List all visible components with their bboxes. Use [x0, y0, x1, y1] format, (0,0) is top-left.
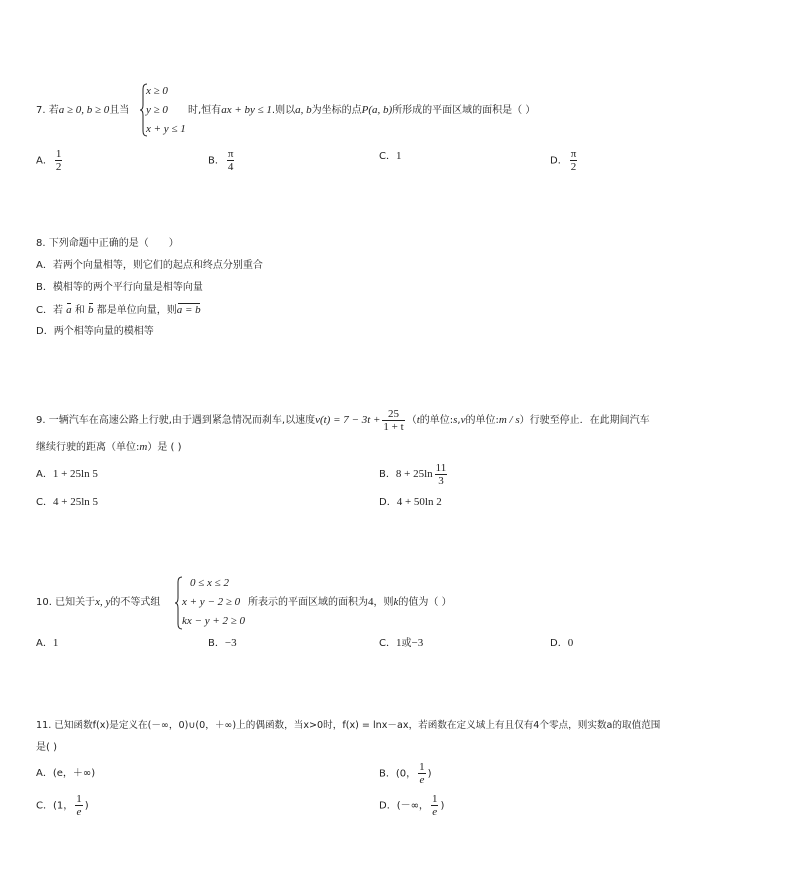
q9-line2-b: ）是 ( ) — [147, 442, 182, 453]
q7-stem-d: .则以 — [271, 105, 296, 116]
q7-stem — [36, 103, 129, 118]
q11-option-d — [379, 793, 444, 820]
frac-den: 2 — [55, 161, 62, 173]
frac-num: π — [227, 148, 234, 160]
q9-line2-a: 继续行驶的距离（单位: — [36, 442, 140, 453]
option-value: ) — [427, 768, 432, 780]
q8-option-a — [36, 259, 263, 273]
q9-stem-b: （ — [406, 415, 417, 426]
option-text: 若两个向量相等，则它们的起点和终点分别重合 — [52, 260, 263, 271]
frac-num: π — [570, 148, 577, 160]
option-value: 1 — [395, 637, 402, 649]
q10-option-a — [36, 636, 58, 651]
option-label: C． — [36, 305, 53, 316]
q7-stem-rest — [188, 103, 535, 118]
option-value: (1， — [52, 800, 74, 812]
q10-stem-d: ，则 — [373, 597, 394, 608]
q9-comma: , — [457, 415, 461, 426]
q9-stem-line1 — [36, 406, 650, 435]
q10-stem — [36, 595, 160, 610]
frac-num: 1 — [76, 793, 82, 805]
q11-stem-line2: 是( ) — [36, 742, 57, 753]
q9-stem-line2 — [36, 440, 182, 455]
option-value: ) — [440, 800, 445, 812]
q7-vars: a, b — [295, 104, 312, 116]
q10-area: 4 — [368, 596, 374, 608]
frac-den: 4 — [227, 161, 234, 173]
frac-den: e — [432, 806, 438, 818]
q9-unit-ms: m / s — [498, 414, 520, 426]
frac-num: 1 — [419, 761, 425, 773]
q10-stem-e: 的值为（ ） — [398, 597, 452, 608]
q11-option-a — [36, 767, 95, 781]
q9-formula: v(t) = 7 − 3t + — [315, 414, 381, 426]
option-value: 1 — [395, 150, 402, 162]
fraction — [418, 761, 426, 786]
frac-den: e — [419, 774, 425, 786]
q7-system-line: y ≥ 0 — [146, 104, 168, 116]
option-label: B． — [379, 469, 396, 480]
q9-var-v: v — [460, 414, 466, 426]
option-value: (e，＋∞) — [52, 768, 96, 779]
option-label: B． — [208, 155, 225, 167]
option-value: 4 + 50ln 2 — [396, 496, 442, 508]
q9-unit-s: s — [453, 414, 458, 426]
q7-stem-a: 7. 若 — [36, 105, 59, 116]
option-text: 两个相等向量的模相等 — [53, 326, 154, 337]
frac-den: 1 + t — [383, 420, 404, 433]
option-label: C． — [36, 497, 53, 508]
frac-den: e — [76, 806, 82, 818]
q10-stem-rest — [248, 595, 452, 610]
q7-option-c — [379, 149, 401, 164]
option-text: 都是单位向量，则 — [96, 305, 177, 316]
q10-system-line: 0 ≤ x ≤ 2 — [190, 577, 229, 589]
option-label: C． — [36, 800, 53, 812]
q7-system — [146, 82, 186, 139]
vector-a: a — [66, 304, 72, 316]
q9-var-t: t — [416, 414, 420, 426]
option-label: A． — [36, 768, 53, 779]
q10-stem-c: 所表示的平面区域的面积为 — [248, 597, 368, 608]
option-label: B． — [379, 768, 396, 780]
q9-stem-d: 的单位: — [465, 415, 499, 426]
q10-option-d — [550, 636, 573, 651]
option-label: D． — [379, 497, 397, 508]
option-value: (0， — [395, 768, 417, 780]
q8-option-d — [36, 325, 154, 339]
option-label: D． — [379, 800, 397, 812]
q10-system — [182, 574, 245, 631]
q7-point: P(a, b) — [361, 104, 393, 116]
frac-num: 1 — [431, 793, 438, 805]
q9-stem-e: ）行驶至停止．在此期间汽车 — [519, 415, 650, 426]
option-label: B． — [36, 282, 53, 293]
option-value: −3 — [411, 637, 424, 649]
q7-ineq: ax + by ≤ 1 — [221, 104, 272, 116]
q10-option-c — [379, 636, 423, 651]
q10-vars: x, y — [95, 596, 111, 608]
q9-option-d — [379, 495, 442, 510]
q10-system-line: kx − y + 2 ≥ 0 — [182, 615, 246, 627]
q7-cond: a ≥ 0, b ≥ 0 — [58, 104, 110, 116]
q7-option-a — [36, 148, 64, 173]
option-label: A． — [36, 638, 53, 649]
q10-stem-b: 的不等式组 — [110, 597, 161, 608]
option-text: 或 — [401, 638, 412, 649]
option-value: (－∞， — [396, 800, 429, 812]
option-label: A． — [36, 469, 53, 480]
fraction — [227, 148, 235, 173]
fraction — [570, 148, 578, 173]
frac-num: 25 — [388, 407, 400, 420]
option-label: D． — [550, 638, 568, 649]
option-label: A． — [36, 260, 53, 271]
q7-stem-c: 时,恒有 — [188, 105, 222, 116]
q7-stem-e: 为坐标的点 — [311, 105, 362, 116]
q11-option-b — [379, 761, 432, 788]
q9-option-a — [36, 467, 98, 482]
q10-stem-a: 10. 已知关于 — [36, 597, 96, 608]
frac-num: 11 — [435, 461, 447, 474]
vector-b: b — [88, 304, 94, 316]
fraction — [431, 793, 439, 818]
q9-fraction — [382, 408, 404, 433]
q9-option-b — [379, 461, 449, 488]
q10-option-b — [208, 636, 237, 651]
option-label: D． — [550, 155, 568, 167]
option-label: D． — [36, 326, 54, 337]
frac-den: 2 — [570, 161, 577, 173]
q7-option-b — [208, 148, 236, 173]
frac-den: 3 — [435, 474, 448, 487]
option-label: B． — [208, 638, 225, 649]
option-text: 若 — [52, 305, 63, 316]
option-text: 和 — [74, 305, 85, 316]
q9-stem-a: 9. 一辆汽车在高速公路上行驶,由于遇到紧急情况而刹车,以速度 — [36, 415, 316, 426]
q8-stem: 8. 下列命题中正确的是（ ） — [36, 238, 179, 249]
q10-var-k: k — [393, 596, 399, 608]
option-value: −3 — [224, 637, 237, 649]
q9-option-c — [36, 495, 98, 510]
option-value: 8 + 25ln — [395, 468, 433, 480]
option-value: 1 + 25ln 5 — [52, 468, 98, 480]
q9-stem-c: 的单位: — [419, 415, 454, 426]
q7-option-d — [550, 148, 579, 173]
q11-option-c — [36, 793, 89, 820]
vector-equation: a = b — [176, 304, 201, 316]
q10-system-line: x + y − 2 ≥ 0 — [182, 596, 241, 608]
option-label: A． — [36, 155, 53, 167]
option-value: 4 + 25ln 5 — [52, 496, 98, 508]
q8-option-b — [36, 281, 203, 295]
q7-stem-b: 且当 — [109, 105, 130, 116]
q7-stem-f: 所形成的平面区域的面积是（ ） — [392, 105, 536, 116]
frac-num: 1 — [55, 148, 62, 160]
fraction — [55, 148, 63, 173]
q8-option-c — [36, 303, 201, 318]
option-value: 0 — [567, 637, 574, 649]
q11-stem-line1: 11. 已知函数f(x)是定义在(－∞，0)∪(0，＋∞)上的偶函数，当x>0时，f(x) = lnx－ax，若函数在定义域上有且仅有4个零点，则实数a的取值范围 — [36, 720, 661, 731]
q9-unit-m: m — [139, 441, 148, 453]
option-value: ) — [84, 800, 89, 812]
option-label: C． — [379, 638, 396, 649]
fraction — [75, 793, 83, 818]
option-label: C． — [379, 151, 396, 162]
option-value: 1 — [52, 637, 59, 649]
fraction — [435, 462, 448, 487]
q7-system-line: x + y ≤ 1 — [146, 123, 186, 135]
q7-system-line: x ≥ 0 — [146, 85, 168, 97]
option-text: 模相等的两个平行向量是相等向量 — [52, 282, 203, 293]
